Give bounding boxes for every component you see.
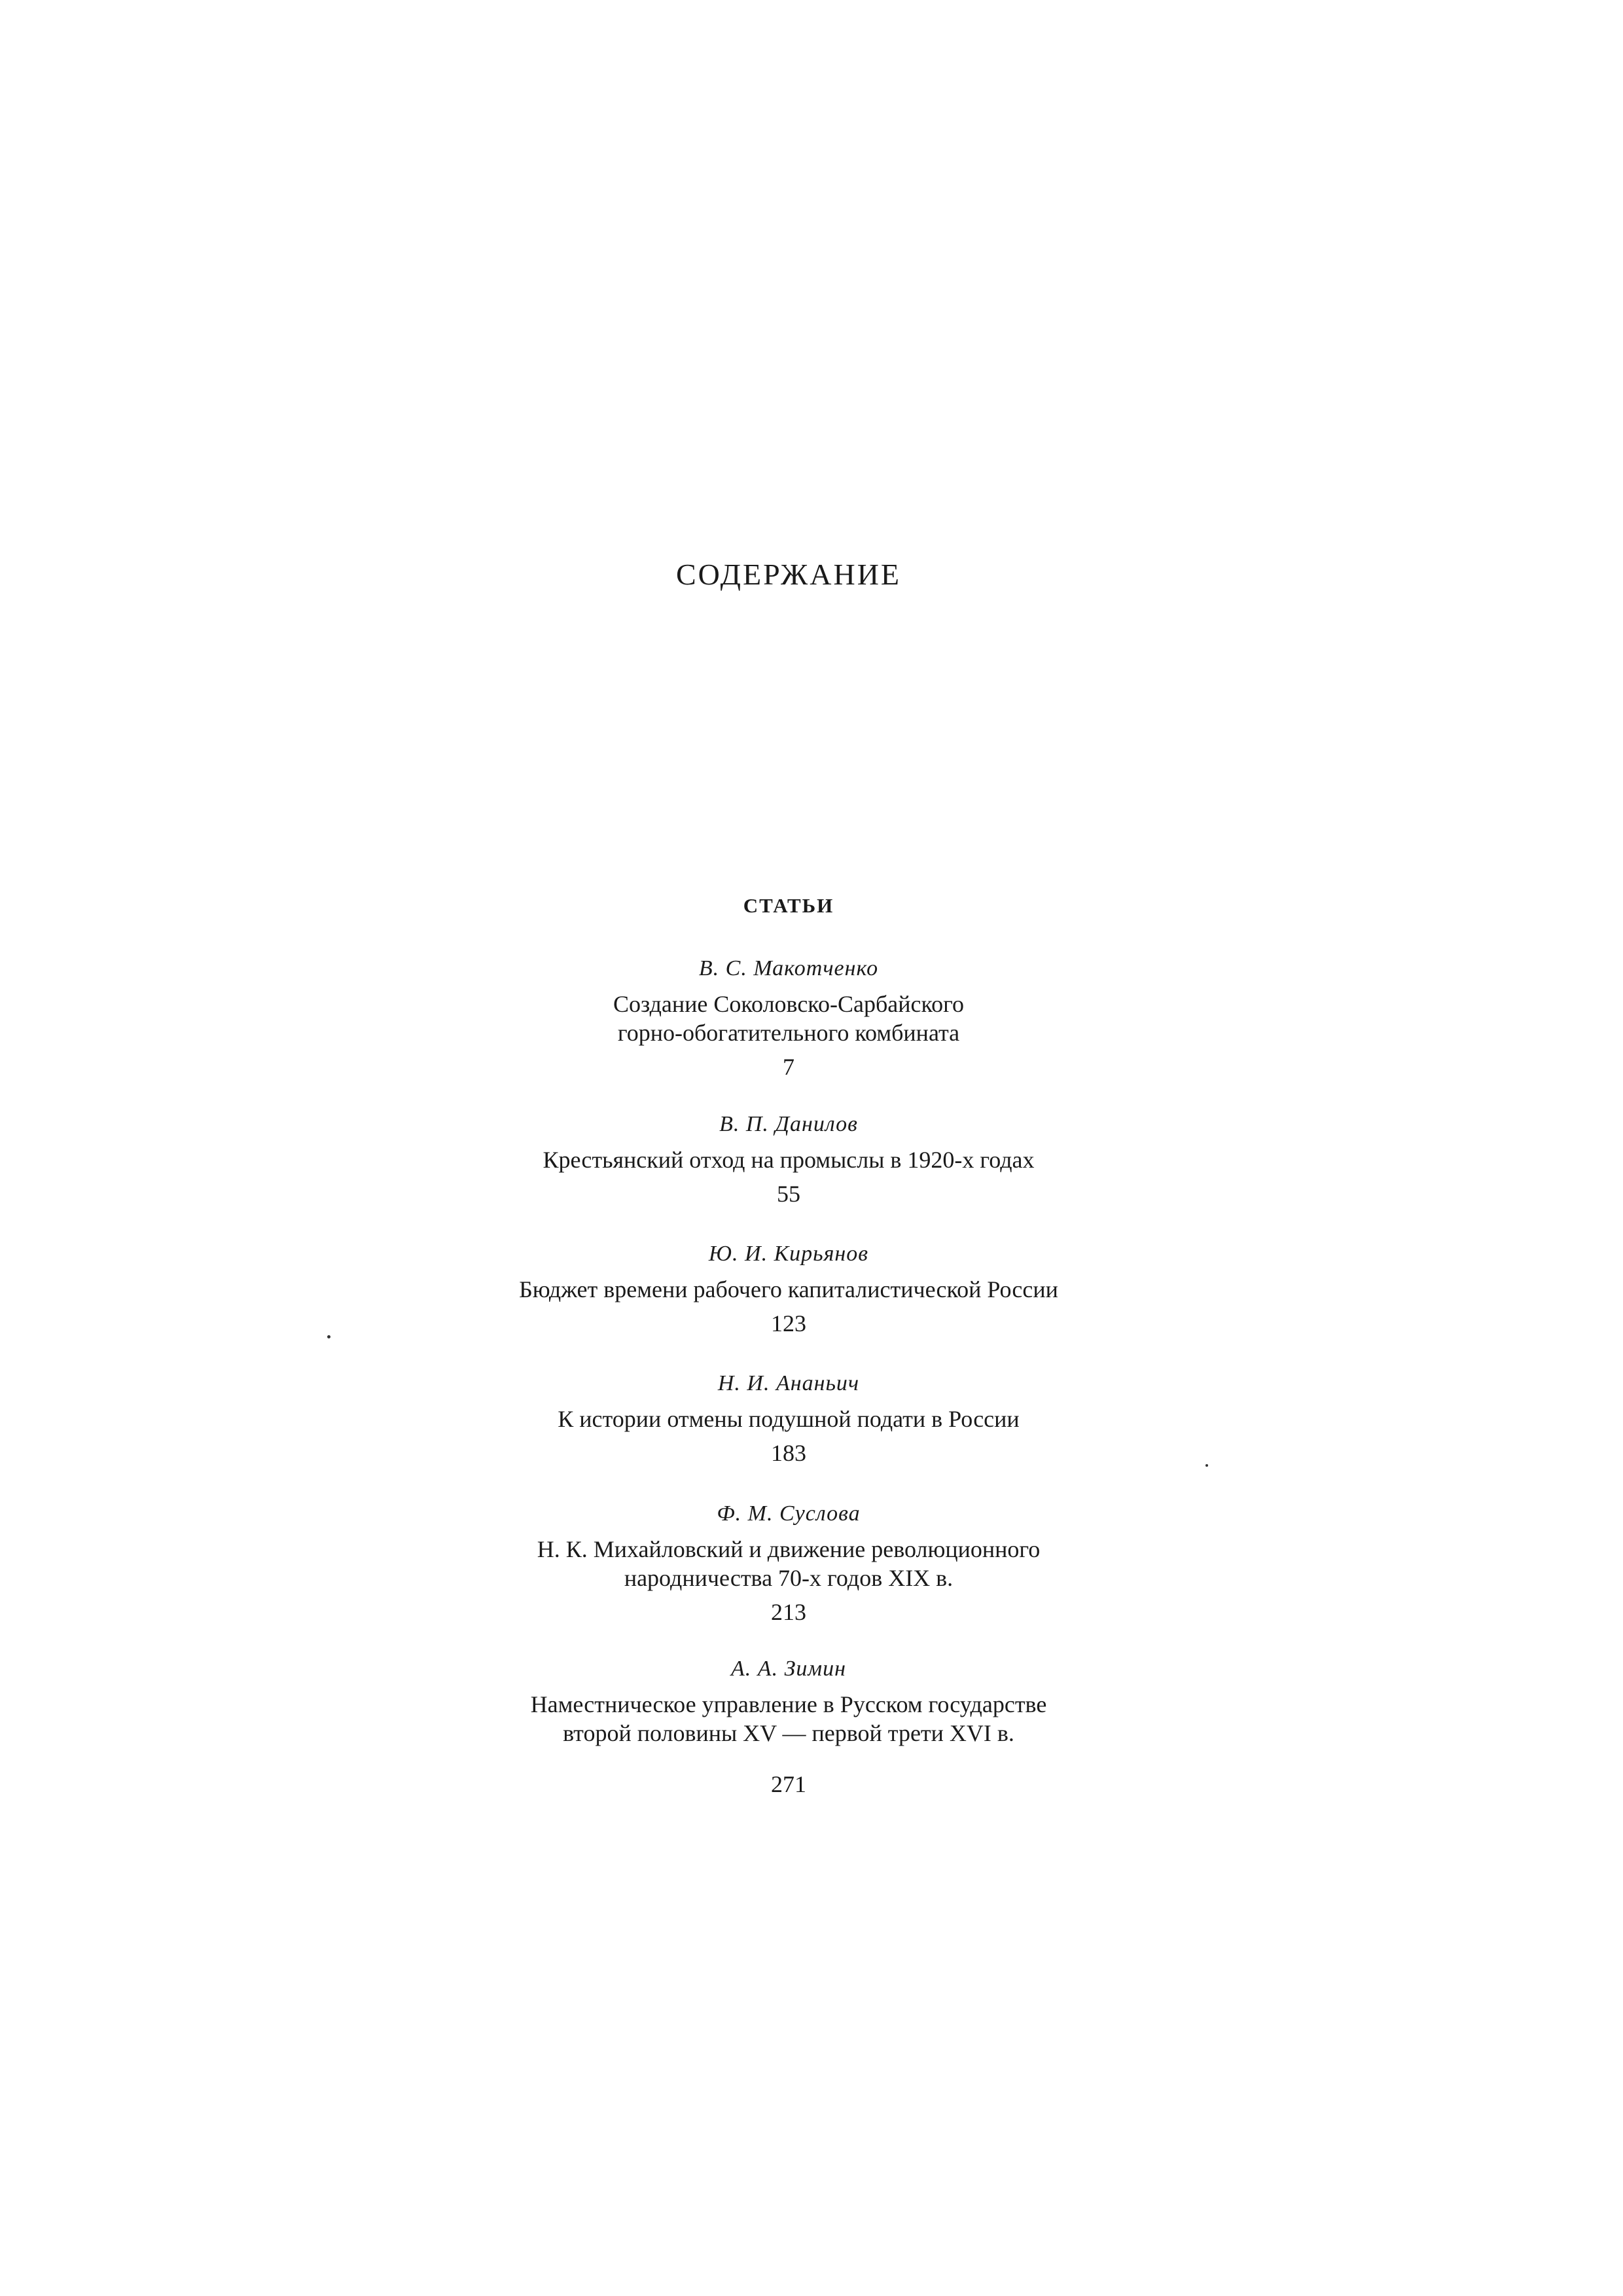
entry-page-number: 123 bbox=[771, 1310, 806, 1336]
entry-title-line: горно-обогатительного комбината bbox=[617, 1020, 960, 1046]
entry-title-line: Н. К. Михайловский и движение революционного bbox=[537, 1536, 1041, 1562]
entry-page-number: 183 bbox=[771, 1440, 806, 1466]
entry-author: В. С. Макотченко bbox=[698, 956, 879, 980]
section-heading: СТАТЬИ bbox=[743, 894, 834, 917]
entry-author: Ф. М. Суслова bbox=[717, 1501, 861, 1526]
scan-speck bbox=[327, 1335, 330, 1338]
page-title: СОДЕРЖАНИЕ bbox=[675, 558, 902, 591]
entry-title-line: второй половины XV — первой трети XVI в. bbox=[563, 1720, 1014, 1746]
toc-entry bbox=[0, 1656, 1577, 1797]
toc-entry bbox=[0, 1371, 1577, 1466]
entry-title-line: К истории отмены подушной подати в России bbox=[558, 1406, 1020, 1432]
entry-author: В. П. Данилов bbox=[719, 1112, 858, 1136]
entry-title-line: народничества 70-х годов XIX в. bbox=[624, 1565, 954, 1591]
toc-entry bbox=[0, 1241, 1577, 1336]
entry-page-number: 271 bbox=[771, 1771, 806, 1797]
entry-author: А. А. Зимин bbox=[731, 1657, 846, 1681]
entry-page-number: 213 bbox=[771, 1599, 806, 1625]
entry-title-line: Наместническое управление в Русском государстве bbox=[530, 1691, 1047, 1717]
scan-speck bbox=[1205, 1464, 1208, 1467]
entry-page-number: 55 bbox=[777, 1181, 800, 1207]
entry-title-line: Создание Соколовско-Сарбайского bbox=[613, 991, 965, 1017]
toc-entry bbox=[0, 1111, 1577, 1207]
toc-entry bbox=[0, 1501, 1577, 1625]
toc-entry bbox=[0, 956, 1577, 1080]
entry-title-line: Бюджет времени рабочего капиталистической России bbox=[519, 1276, 1058, 1302]
entry-page-number: 7 bbox=[783, 1054, 794, 1080]
entry-author: Н. И. Ананьич bbox=[717, 1371, 860, 1395]
entry-title-line: Крестьянский отход на промыслы в 1920-х годах bbox=[543, 1147, 1035, 1173]
entry-author: Ю. И. Кирьянов bbox=[708, 1242, 869, 1266]
